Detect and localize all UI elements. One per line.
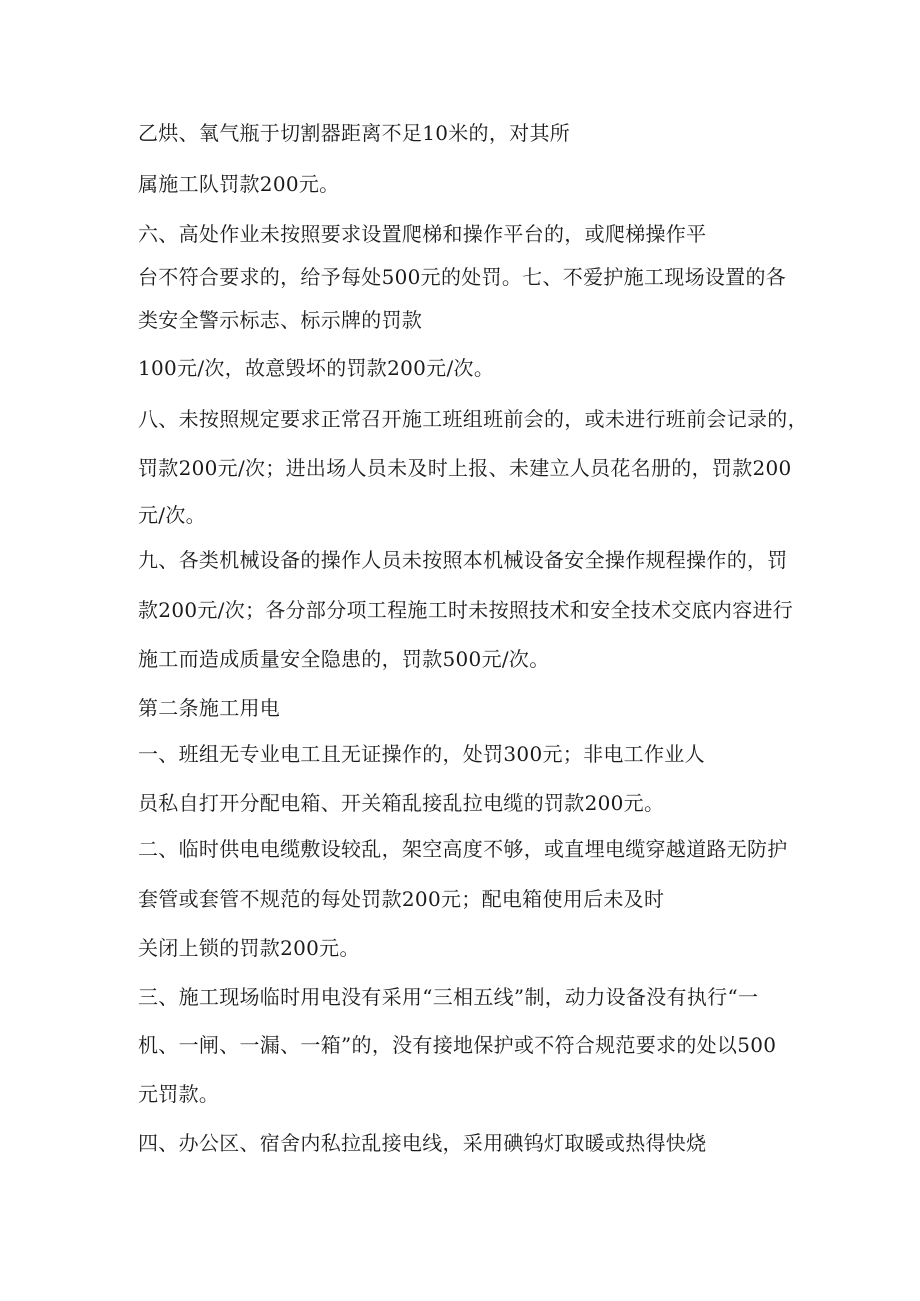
text-line: 六、高处作业未按照要求设置爬梯和操作平台的，或爬梯操作平 — [138, 222, 707, 246]
text-line: 元/次。 — [138, 503, 206, 527]
text-line: 施工而造成质量安全隐患的，罚款500元/次。 — [138, 647, 550, 671]
text-line: 三、施工现场临时用电没有采用“三相五线”制，动力设备没有执行“一 — [138, 985, 759, 1009]
text-line: 四、办公区、宿舍内私拉乱接电线，采用碘钨灯取暖或热得快烧 — [138, 1131, 707, 1155]
text-line: 二、临时供电电缆敷设较乱，架空高度不够，或直埋电缆穿越道路无防护 — [138, 837, 788, 861]
text-line: 类安全警示标志、标示牌的罚款 — [138, 308, 423, 332]
text-line: 款200元/次；各分部分项工程施工时未按照技术和安全技术交底内容进行 — [138, 598, 794, 622]
text-line: 九、各类机械设备的操作人员未按照本机械设备安全操作规程操作的，罚 — [138, 548, 788, 572]
text-line: 罚款200元/次；进出场人员未及时上报、未建立人员花名册的，罚款200 — [138, 456, 792, 480]
text-line: 机、一闸、一漏、一箱”的，没有接地保护或不符合规范要求的处以500 — [138, 1033, 777, 1057]
section-heading: 第二条施工用电 — [138, 696, 281, 720]
text-line: 乙烘、氧气瓶于切割器距离不足10米的，对其所 — [138, 121, 571, 145]
text-line: 关闭上锁的罚款200元。 — [138, 936, 360, 960]
text-line: 八、未按照规定要求正常召开施工班组班前会的，或未进行班前会记录的， — [138, 407, 808, 431]
text-line: 元罚款。 — [138, 1082, 220, 1106]
text-line: 台不符合要求的，给予每处500元的处罚。七、不爱护施工现场设置的各 — [138, 265, 787, 289]
text-line: 一、班组无专业电工且无证操作的，处罚300元；非电工作业人 — [138, 742, 705, 766]
text-line: 100元/次，故意毁坏的罚款200元/次。 — [138, 356, 495, 380]
text-line: 属施工队罚款200元。 — [138, 172, 340, 196]
text-line: 套管或套管不规范的每处罚款200元；配电箱使用后未及时 — [138, 887, 665, 911]
text-line: 员私自打开分配电箱、开关箱乱接乱拉电缆的罚款200元。 — [138, 791, 665, 815]
